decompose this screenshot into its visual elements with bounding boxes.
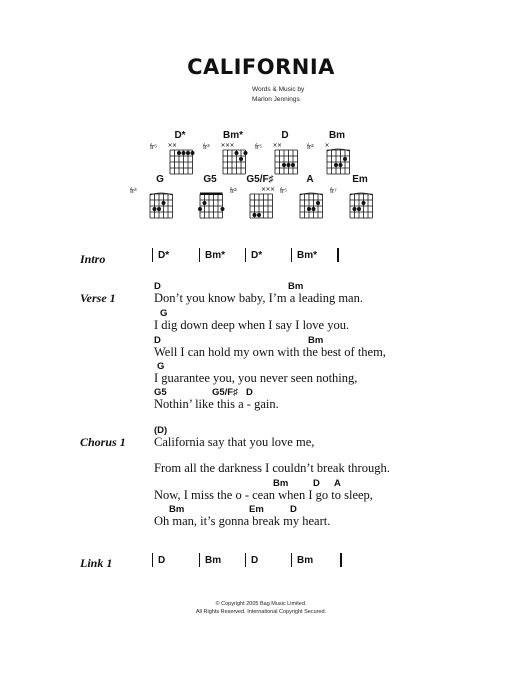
barline [152, 553, 153, 567]
chord-symbol: D [313, 478, 320, 489]
bar-chord: Bm* [205, 250, 226, 261]
fret-marker: fr³ [130, 188, 137, 195]
bar-chord: D* [158, 250, 170, 261]
chord-name: G5/F♯ [246, 174, 274, 185]
lyric-line: I dig down deep when I say I love you. [154, 318, 350, 332]
section-label-chorus: Chorus 1 [80, 435, 126, 449]
song-title: CALIFORNIA [187, 55, 335, 79]
fret-marker: fr² [307, 144, 314, 151]
fret-marker: fr² [230, 188, 237, 195]
link-bar-row [150, 553, 350, 571]
chord-symbol: G [157, 361, 165, 372]
chord-name: D [281, 130, 289, 141]
bar-chord: Bm [297, 555, 314, 566]
svg-text:×: × [276, 142, 283, 149]
fretboard-grid [273, 142, 299, 176]
chord-name: D* [174, 130, 186, 141]
chord-symbol: D [290, 504, 297, 515]
section-label-link: Link 1 [80, 556, 113, 570]
fret-marker: fr⁵ [255, 144, 263, 151]
chord-symbol: Bm [273, 478, 289, 489]
chord-symbol: D [246, 387, 253, 398]
chord-symbol: Bm [308, 335, 324, 346]
chord-diagram [230, 174, 280, 224]
chord-symbol: D [154, 335, 161, 346]
chord-symbol: G5 [154, 387, 167, 398]
copyright-line: © Copyright 2005 Bag Music Limited. [215, 601, 307, 607]
bar-chord: D [251, 555, 259, 566]
composer-name: Marlon Jennings [252, 96, 300, 103]
fretboard-grid [348, 186, 374, 220]
svg-text:×: × [220, 142, 226, 149]
lyric-line: Oh man, it’s gonna break my heart. [154, 514, 331, 528]
barline [152, 248, 153, 262]
barline [291, 553, 292, 567]
chord-diagram [150, 130, 200, 180]
lyric-line: Now, I miss the o - cean when I go to sleep, [154, 488, 373, 502]
lyric-line: Well I can hold my own with the best of them, [154, 345, 386, 359]
chord-name: Bm [328, 130, 346, 141]
intro-bar-row [150, 248, 350, 266]
bar-chord: D [158, 555, 166, 566]
copyright-line: All Rights Reserved. International Copyright Secured. [195, 609, 327, 615]
chord-diagram [190, 174, 230, 224]
svg-text:×: × [269, 186, 276, 193]
chord-symbol: D [154, 281, 161, 292]
chord-symbol: (D) [154, 425, 168, 436]
chord-symbol: G [160, 308, 168, 319]
svg-text:×: × [260, 186, 267, 193]
chord-symbol: G5/F♯ [212, 387, 238, 398]
svg-text:×: × [265, 186, 271, 193]
fretboard-grid [298, 186, 324, 220]
barline [245, 248, 246, 262]
chord-diagram [255, 130, 305, 180]
chord-diagram [130, 174, 180, 224]
chord-symbol: A [334, 478, 341, 489]
svg-text:×: × [171, 142, 178, 149]
section-label-verse: Verse 1 [80, 291, 116, 305]
svg-text:×: × [324, 142, 330, 149]
fretboard-grid [168, 142, 194, 176]
barline [291, 248, 292, 262]
lyric-line: Nothin’ like this a - gain. [154, 397, 279, 411]
lyric-line: From all the darkness I couldn’t break through. [154, 461, 390, 475]
chord-name: G [156, 174, 164, 185]
credit-line: Words & Music by [252, 86, 305, 93]
lyric-line: Don’t you know baby, I’m a leading man. [154, 291, 363, 305]
svg-text:×: × [167, 142, 173, 149]
chord-symbol: Bm [288, 281, 304, 292]
lyric-line: California say that you love me, [154, 435, 315, 449]
chord-name: G5 [203, 174, 217, 185]
svg-text:×: × [224, 142, 231, 149]
chord-symbol: Em [249, 504, 264, 515]
barline [199, 553, 200, 567]
chord-symbol: Bm [169, 504, 185, 515]
barline [340, 553, 342, 567]
chord-diagram [307, 130, 357, 180]
chord-name: Em [352, 174, 368, 185]
bar-chord: Bm [205, 555, 222, 566]
chord-name: Bm* [222, 130, 243, 141]
fretboard-grid [221, 142, 247, 176]
chord-name: A [306, 174, 314, 185]
fret-marker: fr³ [203, 144, 210, 151]
svg-text:×: × [272, 142, 278, 149]
bar-chord: D* [251, 250, 263, 261]
section-label-intro: Intro [80, 252, 106, 266]
svg-text:×: × [229, 142, 235, 149]
fretboard-grid [248, 186, 274, 220]
fret-marker: fr⁷ [330, 188, 337, 195]
chord-diagram [280, 174, 330, 224]
fret-marker: fr⁵ [280, 188, 288, 195]
fretboard-grid [325, 142, 351, 176]
barline [337, 248, 339, 262]
barline [199, 248, 200, 262]
fretboard-grid [148, 186, 174, 220]
bar-chord: Bm* [297, 250, 318, 261]
fretboard-grid [198, 186, 224, 220]
barline [245, 553, 246, 567]
fret-marker: fr⁵ [150, 144, 158, 151]
lyric-line: I guarantee you, you never seen nothing, [154, 371, 358, 385]
chord-diagram [330, 174, 380, 224]
